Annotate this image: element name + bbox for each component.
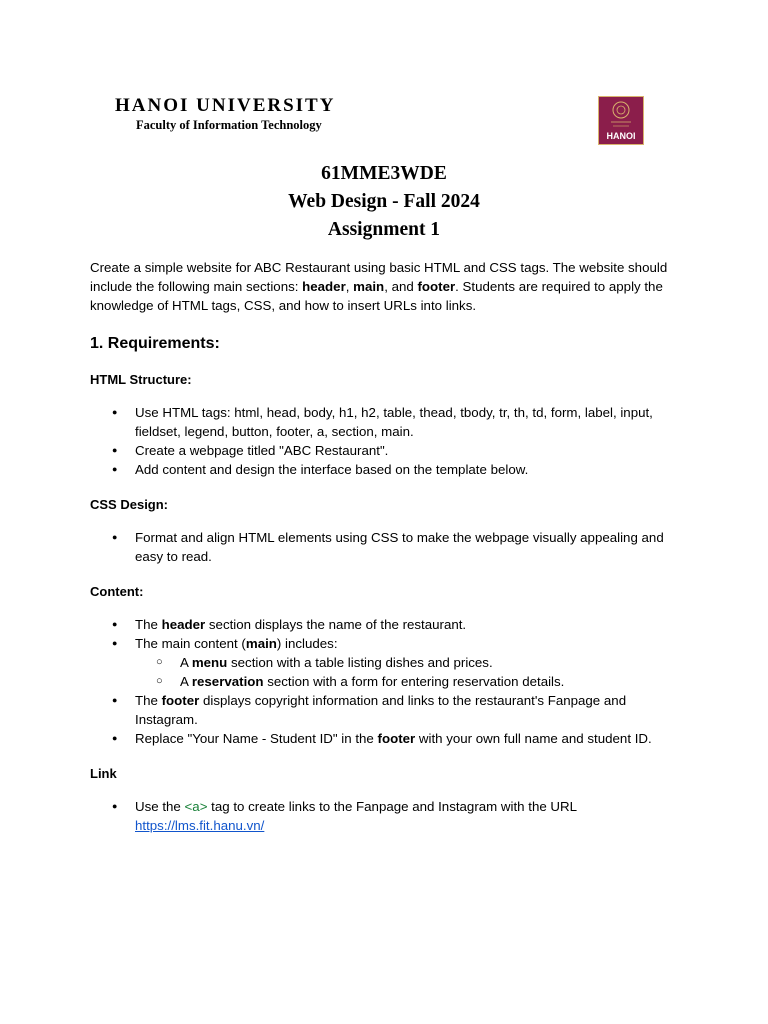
- list-item: ● Use the <a> tag to create links to the Fanpage and Instagram with the URL https://lms.fit.hanu.vn/: [90, 797, 690, 835]
- document-title: [0, 160, 768, 244]
- list-item: ● The footer displays copyright information and links to the restaurant's Fanpage and Instagram.: [90, 691, 690, 729]
- sub-list-item: ○ A reservation section with a form for entering reservation details.: [135, 672, 690, 691]
- content-list: [90, 615, 690, 748]
- link-heading: Link: [90, 766, 117, 781]
- list-item: ● The main content (main) includes: ○ A menu section with a table listing dishes and prices. ○ A reservation section with a form for entering reservation details.: [90, 634, 690, 691]
- list-item: ● Create a webpage titled "ABC Restaurant".: [90, 441, 690, 460]
- list-item: ● Add content and design the interface based on the template below.: [90, 460, 690, 479]
- university-header: [115, 95, 335, 133]
- list-item: ● Replace "Your Name - Student ID" in the footer with your own full name and student ID.: [90, 729, 690, 748]
- sub-list-item: ○ A menu section with a table listing dishes and prices.: [135, 653, 690, 672]
- link-list: [90, 797, 690, 835]
- main-content-sublist: [135, 653, 690, 691]
- html-structure-list: [90, 403, 690, 479]
- university-name: HANOI UNIVERSITY: [115, 95, 336, 116]
- css-design-list: [90, 528, 690, 566]
- course-code: 61MME3WDE: [321, 163, 447, 184]
- intro-paragraph: Create a simple website for ABC Restaurant using basic HTML and CSS tags. The website should include the following main sections: header, main, and footer. Students are required to apply the knowledge of HTML tags, CSS, and how to insert URLs into links.: [90, 260, 668, 313]
- anchor-tag-code: <a>: [184, 799, 208, 814]
- document-body: [90, 258, 690, 835]
- assignment-title: Assignment 1: [327, 219, 441, 240]
- lms-url-link[interactable]: https://lms.fit.hanu.vn/: [135, 818, 265, 833]
- list-item: ● Use HTML tags: html, head, body, h1, h2, table, thead, tbody, tr, th, td, form, label, input, fieldset, legend, button, footer, a, section, main.: [90, 403, 690, 441]
- content-heading: Content:: [90, 584, 144, 599]
- list-item: ● Format and align HTML elements using CSS to make the webpage visually appealing and easy to read.: [90, 528, 690, 566]
- list-item: ● The header section displays the name of the restaurant.: [90, 615, 690, 634]
- html-structure-heading: HTML Structure:: [90, 372, 192, 387]
- faculty-name: Faculty of Information Technology: [136, 118, 322, 132]
- css-design-heading: CSS Design:: [90, 497, 169, 512]
- logo-text: HANOI: [606, 131, 636, 141]
- university-logo: [597, 95, 645, 146]
- requirements-heading: 1. Requirements:: [90, 335, 220, 352]
- course-name: Web Design - Fall 2024: [288, 191, 480, 212]
